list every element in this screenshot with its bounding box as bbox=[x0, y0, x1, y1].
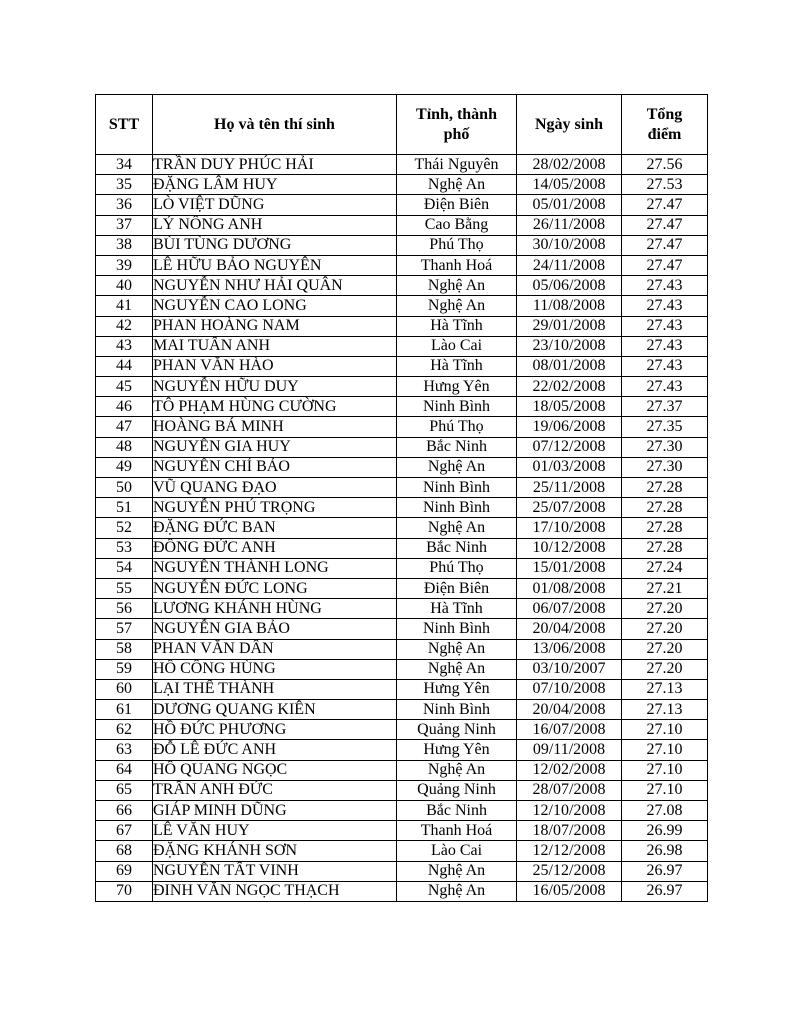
cell-dob: 18/07/2008 bbox=[517, 821, 622, 841]
cell-stt: 56 bbox=[96, 599, 153, 619]
table-row bbox=[96, 276, 708, 296]
cell-name: TRẦN ANH ĐỨC bbox=[153, 780, 397, 800]
cell-score: 27.43 bbox=[622, 276, 708, 296]
table-row bbox=[96, 639, 708, 659]
cell-name: NGUYỄN PHÚ TRỌNG bbox=[153, 498, 397, 518]
cell-score: 27.13 bbox=[622, 700, 708, 720]
cell-dob: 22/02/2008 bbox=[517, 377, 622, 397]
table-row bbox=[96, 821, 708, 841]
cell-score: 27.24 bbox=[622, 558, 708, 578]
cell-stt: 53 bbox=[96, 538, 153, 558]
header-score bbox=[622, 95, 708, 155]
cell-dob: 12/12/2008 bbox=[517, 841, 622, 861]
cell-stt: 57 bbox=[96, 619, 153, 639]
cell-name: LẠI THẾ THÀNH bbox=[153, 679, 397, 699]
table-row bbox=[96, 700, 708, 720]
cell-score: 27.35 bbox=[622, 417, 708, 437]
cell-province: Hưng Yên bbox=[397, 740, 517, 760]
table-row bbox=[96, 780, 708, 800]
table-row bbox=[96, 881, 708, 901]
cell-province: Bắc Ninh bbox=[397, 437, 517, 457]
cell-dob: 12/02/2008 bbox=[517, 760, 622, 780]
cell-name: HOÀNG BÁ MINH bbox=[153, 417, 397, 437]
cell-stt: 46 bbox=[96, 397, 153, 417]
cell-score: 27.21 bbox=[622, 578, 708, 598]
cell-score: 27.20 bbox=[622, 599, 708, 619]
cell-score: 27.30 bbox=[622, 437, 708, 457]
cell-province: Hà Tĩnh bbox=[397, 599, 517, 619]
cell-stt: 50 bbox=[96, 478, 153, 498]
header-dob: Ngày sinh bbox=[517, 95, 622, 155]
cell-name: TÔ PHẠM HÙNG CƯỜNG bbox=[153, 397, 397, 417]
cell-score: 27.28 bbox=[622, 538, 708, 558]
cell-score: 27.10 bbox=[622, 780, 708, 800]
table-row bbox=[96, 619, 708, 639]
cell-stt: 55 bbox=[96, 578, 153, 598]
cell-province: Nghệ An bbox=[397, 457, 517, 477]
cell-stt: 60 bbox=[96, 679, 153, 699]
header-score-label: Tổng điểm bbox=[646, 105, 683, 143]
table-row bbox=[96, 175, 708, 195]
cell-stt: 48 bbox=[96, 437, 153, 457]
cell-dob: 24/11/2008 bbox=[517, 255, 622, 275]
cell-name: TRẦN DUY PHÚC HẢI bbox=[153, 155, 397, 175]
header-name: Họ và tên thí sinh bbox=[153, 95, 397, 155]
cell-province: Ninh Bình bbox=[397, 498, 517, 518]
cell-province: Nghệ An bbox=[397, 760, 517, 780]
cell-province: Thanh Hoá bbox=[397, 255, 517, 275]
cell-province: Nghệ An bbox=[397, 175, 517, 195]
cell-dob: 26/11/2008 bbox=[517, 215, 622, 235]
cell-score: 27.20 bbox=[622, 619, 708, 639]
results-table bbox=[95, 94, 708, 902]
cell-dob: 25/12/2008 bbox=[517, 861, 622, 881]
cell-name: NGUYỄN CAO LONG bbox=[153, 296, 397, 316]
cell-stt: 62 bbox=[96, 720, 153, 740]
cell-province: Ninh Bình bbox=[397, 478, 517, 498]
cell-dob: 13/06/2008 bbox=[517, 639, 622, 659]
cell-stt: 54 bbox=[96, 558, 153, 578]
cell-name: PHAN VĂN HÀO bbox=[153, 356, 397, 376]
cell-dob: 15/01/2008 bbox=[517, 558, 622, 578]
cell-province: Bắc Ninh bbox=[397, 538, 517, 558]
table-row bbox=[96, 437, 708, 457]
cell-province: Hà Tĩnh bbox=[397, 316, 517, 336]
cell-stt: 63 bbox=[96, 740, 153, 760]
cell-dob: 18/05/2008 bbox=[517, 397, 622, 417]
table-row bbox=[96, 659, 708, 679]
cell-name: NGUYỄN NHƯ HẢI QUÂN bbox=[153, 276, 397, 296]
cell-stt: 42 bbox=[96, 316, 153, 336]
cell-name: NGUYỄN GIA BẢO bbox=[153, 619, 397, 639]
cell-score: 27.20 bbox=[622, 659, 708, 679]
cell-name: NGUYỄN CHÍ BẢO bbox=[153, 457, 397, 477]
cell-province: Ninh Bình bbox=[397, 619, 517, 639]
table-row bbox=[96, 518, 708, 538]
cell-stt: 37 bbox=[96, 215, 153, 235]
table-row bbox=[96, 760, 708, 780]
cell-dob: 16/05/2008 bbox=[517, 881, 622, 901]
cell-province: Quảng Ninh bbox=[397, 720, 517, 740]
cell-dob: 11/08/2008 bbox=[517, 296, 622, 316]
cell-score: 26.99 bbox=[622, 821, 708, 841]
cell-dob: 05/06/2008 bbox=[517, 276, 622, 296]
cell-dob: 01/03/2008 bbox=[517, 457, 622, 477]
cell-name: BÙI TÙNG DƯƠNG bbox=[153, 235, 397, 255]
cell-stt: 64 bbox=[96, 760, 153, 780]
cell-score: 27.08 bbox=[622, 801, 708, 821]
cell-score: 27.37 bbox=[622, 397, 708, 417]
cell-name: ĐỒNG ĐỨC ANH bbox=[153, 538, 397, 558]
cell-stt: 44 bbox=[96, 356, 153, 376]
table-row bbox=[96, 861, 708, 881]
cell-province: Phú Thọ bbox=[397, 558, 517, 578]
cell-dob: 09/11/2008 bbox=[517, 740, 622, 760]
cell-name: HỒ ĐỨC PHƯƠNG bbox=[153, 720, 397, 740]
cell-dob: 06/07/2008 bbox=[517, 599, 622, 619]
cell-dob: 29/01/2008 bbox=[517, 316, 622, 336]
cell-stt: 52 bbox=[96, 518, 153, 538]
cell-name: HỒ CÔNG HÙNG bbox=[153, 659, 397, 679]
table-row bbox=[96, 336, 708, 356]
cell-score: 27.56 bbox=[622, 155, 708, 175]
cell-stt: 67 bbox=[96, 821, 153, 841]
cell-score: 27.10 bbox=[622, 740, 708, 760]
cell-score: 27.28 bbox=[622, 518, 708, 538]
cell-province: Lào Cai bbox=[397, 841, 517, 861]
table-body bbox=[96, 155, 708, 902]
cell-name: LƯƠNG KHÁNH HÙNG bbox=[153, 599, 397, 619]
cell-name: LÒ VIỆT DŨNG bbox=[153, 195, 397, 215]
cell-name: PHAN VĂN DÂN bbox=[153, 639, 397, 659]
cell-score: 27.10 bbox=[622, 760, 708, 780]
table-row bbox=[96, 599, 708, 619]
cell-province: Điện Biên bbox=[397, 578, 517, 598]
cell-name: LÊ HỮU BẢO NGUYÊN bbox=[153, 255, 397, 275]
table-row bbox=[96, 377, 708, 397]
cell-province: Bắc Ninh bbox=[397, 801, 517, 821]
cell-province: Nghệ An bbox=[397, 861, 517, 881]
cell-name: DƯƠNG QUANG KIÊN bbox=[153, 700, 397, 720]
cell-score: 27.10 bbox=[622, 720, 708, 740]
cell-name: ĐỖ LÊ ĐỨC ANH bbox=[153, 740, 397, 760]
cell-province: Hưng Yên bbox=[397, 679, 517, 699]
cell-dob: 03/10/2007 bbox=[517, 659, 622, 679]
cell-score: 27.43 bbox=[622, 356, 708, 376]
cell-score: 27.28 bbox=[622, 498, 708, 518]
table-row bbox=[96, 578, 708, 598]
cell-name: ĐẶNG LÂM HUY bbox=[153, 175, 397, 195]
cell-dob: 07/12/2008 bbox=[517, 437, 622, 457]
table-row bbox=[96, 316, 708, 336]
table-row bbox=[96, 397, 708, 417]
cell-score: 26.98 bbox=[622, 841, 708, 861]
cell-province: Nghệ An bbox=[397, 276, 517, 296]
cell-score: 27.47 bbox=[622, 255, 708, 275]
table-row bbox=[96, 155, 708, 175]
cell-dob: 20/04/2008 bbox=[517, 700, 622, 720]
table-row bbox=[96, 679, 708, 699]
cell-stt: 51 bbox=[96, 498, 153, 518]
cell-name: ĐINH VĂN NGỌC THẠCH bbox=[153, 881, 397, 901]
cell-province: Điện Biên bbox=[397, 195, 517, 215]
cell-score: 27.47 bbox=[622, 195, 708, 215]
header-row bbox=[96, 95, 708, 155]
cell-score: 26.97 bbox=[622, 881, 708, 901]
table-row bbox=[96, 841, 708, 861]
cell-stt: 40 bbox=[96, 276, 153, 296]
cell-province: Ninh Bình bbox=[397, 397, 517, 417]
cell-stt: 41 bbox=[96, 296, 153, 316]
cell-name: VŨ QUANG ĐẠO bbox=[153, 478, 397, 498]
cell-province: Ninh Bình bbox=[397, 700, 517, 720]
cell-dob: 23/10/2008 bbox=[517, 336, 622, 356]
cell-stt: 38 bbox=[96, 235, 153, 255]
cell-stt: 65 bbox=[96, 780, 153, 800]
cell-province: Nghệ An bbox=[397, 296, 517, 316]
table-row bbox=[96, 195, 708, 215]
cell-score: 27.30 bbox=[622, 457, 708, 477]
cell-stt: 58 bbox=[96, 639, 153, 659]
cell-province: Hà Tĩnh bbox=[397, 356, 517, 376]
cell-name: LÝ NÔNG ANH bbox=[153, 215, 397, 235]
cell-score: 27.47 bbox=[622, 215, 708, 235]
cell-stt: 61 bbox=[96, 700, 153, 720]
table-row bbox=[96, 558, 708, 578]
cell-stt: 68 bbox=[96, 841, 153, 861]
table-row bbox=[96, 740, 708, 760]
table-row bbox=[96, 720, 708, 740]
table-row bbox=[96, 215, 708, 235]
cell-score: 27.53 bbox=[622, 175, 708, 195]
cell-province: Nghệ An bbox=[397, 659, 517, 679]
cell-dob: 12/10/2008 bbox=[517, 801, 622, 821]
cell-stt: 43 bbox=[96, 336, 153, 356]
cell-province: Thanh Hoá bbox=[397, 821, 517, 841]
cell-name: HỒ QUANG NGỌC bbox=[153, 760, 397, 780]
cell-dob: 28/07/2008 bbox=[517, 780, 622, 800]
cell-name: PHAN HOÀNG NAM bbox=[153, 316, 397, 336]
table-row bbox=[96, 457, 708, 477]
cell-dob: 08/01/2008 bbox=[517, 356, 622, 376]
cell-dob: 25/07/2008 bbox=[517, 498, 622, 518]
cell-score: 27.28 bbox=[622, 478, 708, 498]
table-row bbox=[96, 235, 708, 255]
cell-province: Quảng Ninh bbox=[397, 780, 517, 800]
cell-stt: 39 bbox=[96, 255, 153, 275]
cell-score: 27.47 bbox=[622, 235, 708, 255]
cell-dob: 10/12/2008 bbox=[517, 538, 622, 558]
cell-stt: 59 bbox=[96, 659, 153, 679]
cell-name: ĐẶNG ĐỨC BAN bbox=[153, 518, 397, 538]
cell-dob: 16/07/2008 bbox=[517, 720, 622, 740]
cell-score: 27.43 bbox=[622, 296, 708, 316]
cell-stt: 35 bbox=[96, 175, 153, 195]
cell-province: Nghệ An bbox=[397, 518, 517, 538]
cell-stt: 69 bbox=[96, 861, 153, 881]
cell-province: Thái Nguyên bbox=[397, 155, 517, 175]
cell-province: Phú Thọ bbox=[397, 417, 517, 437]
cell-dob: 14/05/2008 bbox=[517, 175, 622, 195]
cell-dob: 19/06/2008 bbox=[517, 417, 622, 437]
cell-score: 27.20 bbox=[622, 639, 708, 659]
cell-stt: 34 bbox=[96, 155, 153, 175]
table-header bbox=[96, 95, 708, 155]
cell-stt: 66 bbox=[96, 801, 153, 821]
table-row bbox=[96, 478, 708, 498]
cell-dob: 25/11/2008 bbox=[517, 478, 622, 498]
cell-province: Lào Cai bbox=[397, 336, 517, 356]
table-row bbox=[96, 296, 708, 316]
cell-dob: 28/02/2008 bbox=[517, 155, 622, 175]
cell-name: LÊ VĂN HUY bbox=[153, 821, 397, 841]
header-province-label: Tỉnh, thành phố bbox=[416, 105, 497, 143]
cell-stt: 36 bbox=[96, 195, 153, 215]
cell-name: NGUYỄN ĐỨC LONG bbox=[153, 578, 397, 598]
cell-name: NGUYỄN TẤT VINH bbox=[153, 861, 397, 881]
cell-dob: 17/10/2008 bbox=[517, 518, 622, 538]
cell-dob: 01/08/2008 bbox=[517, 578, 622, 598]
cell-score: 26.97 bbox=[622, 861, 708, 881]
table-row bbox=[96, 356, 708, 376]
table-row bbox=[96, 498, 708, 518]
cell-score: 27.43 bbox=[622, 377, 708, 397]
cell-dob: 20/04/2008 bbox=[517, 619, 622, 639]
table-row bbox=[96, 538, 708, 558]
cell-province: Nghệ An bbox=[397, 881, 517, 901]
cell-score: 27.43 bbox=[622, 336, 708, 356]
cell-province: Cao Bằng bbox=[397, 215, 517, 235]
cell-score: 27.13 bbox=[622, 679, 708, 699]
cell-name: GIÁP MINH DŨNG bbox=[153, 801, 397, 821]
cell-stt: 45 bbox=[96, 377, 153, 397]
header-stt: STT bbox=[96, 95, 153, 155]
cell-name: NGUYỄN HỮU DUY bbox=[153, 377, 397, 397]
table-row bbox=[96, 417, 708, 437]
cell-name: NGUYỄN THÀNH LONG bbox=[153, 558, 397, 578]
header-province bbox=[397, 95, 517, 155]
table-row bbox=[96, 255, 708, 275]
cell-name: NGUYỄN GIA HUY bbox=[153, 437, 397, 457]
cell-name: MAI TUẤN ANH bbox=[153, 336, 397, 356]
cell-province: Hưng Yên bbox=[397, 377, 517, 397]
cell-province: Nghệ An bbox=[397, 639, 517, 659]
cell-stt: 49 bbox=[96, 457, 153, 477]
cell-dob: 07/10/2008 bbox=[517, 679, 622, 699]
cell-stt: 47 bbox=[96, 417, 153, 437]
table-row bbox=[96, 801, 708, 821]
cell-name: ĐẶNG KHÁNH SƠN bbox=[153, 841, 397, 861]
cell-dob: 05/01/2008 bbox=[517, 195, 622, 215]
cell-dob: 30/10/2008 bbox=[517, 235, 622, 255]
cell-score: 27.43 bbox=[622, 316, 708, 336]
cell-province: Phú Thọ bbox=[397, 235, 517, 255]
cell-stt: 70 bbox=[96, 881, 153, 901]
